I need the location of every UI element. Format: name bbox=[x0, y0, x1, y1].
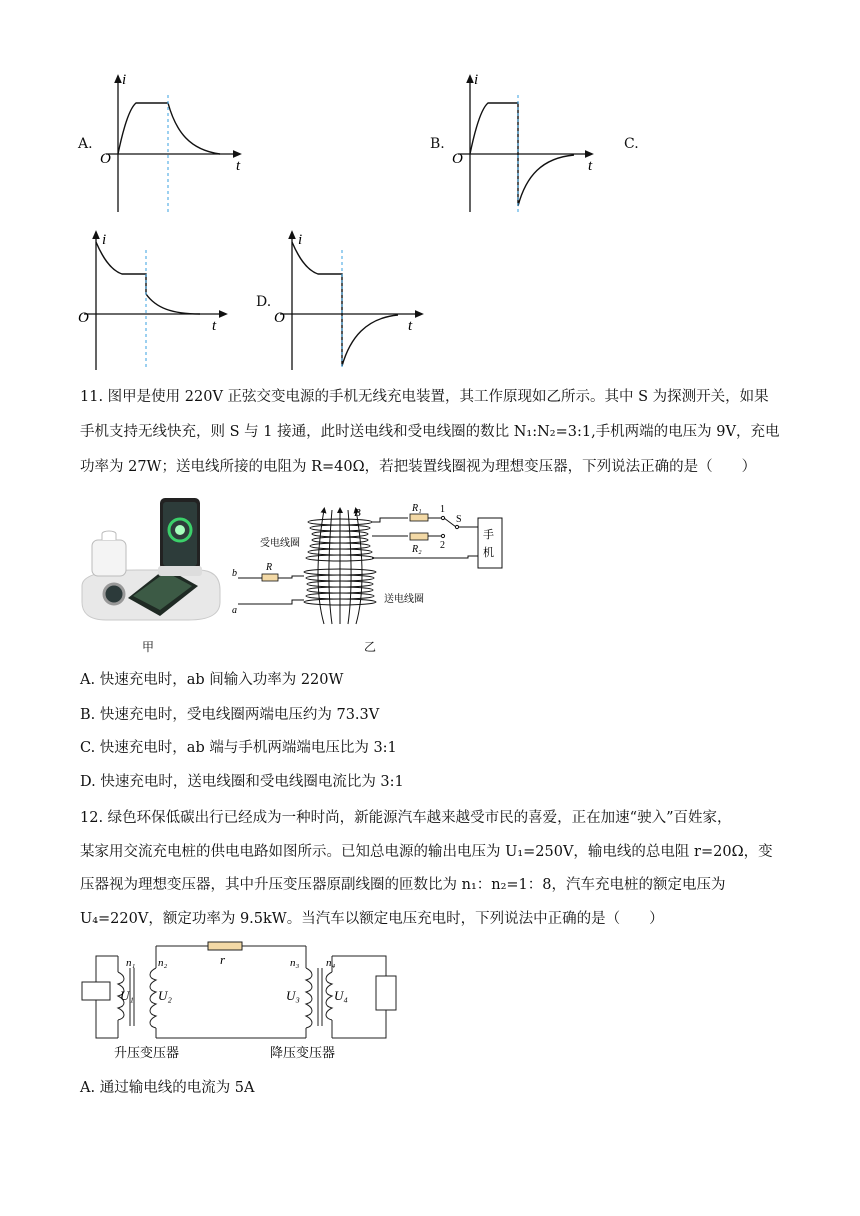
q11-option-c: C. 快速充电时，ab 端与手机两端端电压比为 3:1 bbox=[80, 740, 397, 756]
label-step-down: 降压变压器 bbox=[270, 1045, 336, 1060]
option-a-label: A. bbox=[78, 136, 93, 152]
label-r1: R₁ bbox=[412, 503, 422, 514]
axis-i: i bbox=[298, 232, 303, 248]
q11-line2: 手机支持无线快充，则 S 与 1 接通，此时送电线和受电线圈的数比 N₁:N₂=3:1,手机两端的电压为 9V，充电 bbox=[80, 424, 780, 440]
label-n4: n₄ bbox=[326, 957, 336, 969]
q12-line4: U₄=220V，额定功率为 9.5kW。当汽车以额定电压充电时，下列说法中正确的是（ ） bbox=[80, 911, 664, 927]
fig-jia-caption: 甲 bbox=[142, 640, 155, 654]
axis-t: t bbox=[408, 318, 413, 334]
label-step-up: 升压变压器 bbox=[114, 1045, 180, 1060]
label-r: R bbox=[266, 562, 273, 573]
label-b-field: B bbox=[354, 507, 361, 519]
graph-c bbox=[76, 228, 236, 373]
axis-i: i bbox=[122, 72, 127, 88]
label-phone-2: 机 bbox=[483, 547, 494, 559]
axis-t: t bbox=[236, 158, 241, 174]
graph-b bbox=[450, 70, 600, 215]
q12-line3: 压器视为理想变压器，其中升压变压器原副线圈的匝数比为 n₁：n₂=1：8，汽车充电桩的额定电压为 bbox=[80, 877, 726, 893]
label-n3: n₃ bbox=[290, 957, 300, 969]
option-b-label: B. bbox=[430, 136, 445, 152]
q11-option-d: D. 快速充电时，送电线圈和受电线圈电流比为 3:1 bbox=[80, 774, 404, 790]
graph-a bbox=[98, 70, 248, 215]
fig-yi-caption: 乙 bbox=[364, 640, 377, 654]
label-r-line: r bbox=[220, 952, 226, 967]
q12-option-a: A. 通过输电线的电流为 5A bbox=[80, 1080, 255, 1096]
q11-option-b: B. 快速充电时，受电线圈两端电压约为 73.3V bbox=[80, 707, 380, 723]
graph-d bbox=[272, 228, 432, 373]
label-u4: U₄ bbox=[334, 988, 348, 1003]
transmission-circuit bbox=[78, 938, 413, 1068]
charger-photo bbox=[78, 490, 223, 630]
origin: O bbox=[452, 151, 463, 167]
label-u1: U₁ bbox=[120, 988, 134, 1003]
label-contact-1: 1 bbox=[440, 504, 445, 515]
label-u3: U₃ bbox=[286, 988, 300, 1003]
q12-line1: 12. 绿色环保低碳出行已经成为一种时尚，新能源汽车越来越受市民的喜爱，正在加速“驶入”百姓家， bbox=[80, 810, 732, 826]
axis-t: t bbox=[212, 318, 217, 334]
origin: O bbox=[274, 310, 285, 326]
label-a-terminal: a bbox=[232, 605, 237, 616]
wireless-charging-diagram bbox=[232, 496, 507, 656]
label-receive-coil: 受电线圈 bbox=[260, 538, 300, 549]
axis-i: i bbox=[102, 232, 107, 248]
label-b-terminal: b bbox=[232, 568, 237, 579]
q11-option-a: A. 快速充电时，ab 间输入功率为 220W bbox=[80, 672, 344, 688]
option-d-label: D. bbox=[256, 294, 272, 310]
label-n2: n₂ bbox=[158, 957, 168, 969]
label-send-coil: 送电线圈 bbox=[384, 594, 424, 605]
axis-i: i bbox=[474, 72, 479, 88]
option-c-label: C. bbox=[624, 136, 639, 152]
label-switch-s: S bbox=[456, 514, 462, 525]
q11-line1: 11. 图甲是使用 220V 正弦交变电源的手机无线充电装置，其工作原现如乙所示。其中 S 为探测开关，如果 bbox=[80, 389, 769, 405]
q11-line3: 功率为 27W；送电线所接的电阻为 R=40Ω，若把装置线圈视为理想变压器，下列说法正确的是（ ） bbox=[80, 459, 757, 475]
axis-t: t bbox=[588, 158, 593, 174]
label-u2: U₂ bbox=[158, 988, 172, 1003]
label-contact-2: 2 bbox=[440, 540, 445, 551]
label-r2: R₂ bbox=[412, 544, 422, 555]
q12-line2: 某家用交流充电桩的供电电路如图所示。已知总电源的输出电压为 U₁=250V，输电线的总电阻 r=20Ω，变 bbox=[80, 844, 773, 860]
origin: O bbox=[78, 310, 89, 326]
label-n1: n₁ bbox=[126, 957, 136, 969]
origin: O bbox=[100, 151, 111, 167]
label-phone-1: 手 bbox=[483, 529, 494, 541]
